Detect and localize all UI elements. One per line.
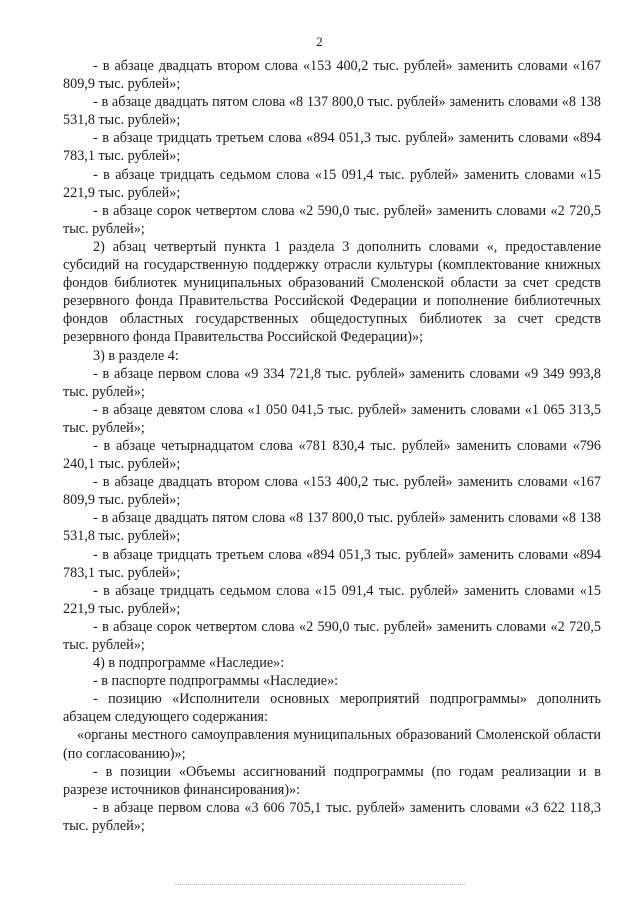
paragraph: - в абзаце четырнадцатом слова «781 830,4 тыс. рублей» заменить словами «796 240,1 тыс. рублей»; xyxy=(63,437,601,473)
paragraph: - в абзаце первом слова «3 606 705,1 тыс. рублей» заменить словами «3 622 118,3 тыс. рублей»; xyxy=(63,799,601,834)
paragraph: - в абзаце первом слова «9 334 721,8 тыс. рублей» заменить словами «9 349 993,8 тыс. рублей»; xyxy=(63,365,601,400)
paragraph: - в абзаце сорок четвертом слова «2 590,0 тыс. рублей» заменить словами «2 720,5 тыс. рублей»; xyxy=(63,618,601,653)
paragraph: - в абзаце двадцать пятом слова «8 137 800,0 тыс. рублей» заменить словами «8 138 531,8 тыс. рублей»; xyxy=(63,510,601,545)
page-number: 2 xyxy=(316,34,323,49)
paragraph: - в паспорте подпрограммы «Наследие»: xyxy=(93,673,339,690)
paragraph: - в абзаце девятом слова «1 050 041,5 тыс. рублей» заменить словами «1 065 313,5 тыс. рублей»; xyxy=(63,401,601,436)
paragraph: - в абзаце тридцать седьмом слова «15 091,4 тыс. рублей» заменить словами «15 221,9 тыс. рублей»; xyxy=(63,582,601,617)
paragraph: - позицию «Исполнители основных мероприятий подпрограммы» дополнить абзацем следующего содержания: xyxy=(63,691,601,726)
paragraph: - в абзаце тридцать третьем слова «894 051,3 тыс. рублей» заменить словами «894 783,1 тыс. рублей»; xyxy=(63,130,601,165)
paragraph: 3) в разделе 4: xyxy=(93,347,179,364)
paragraph: «органы местного самоуправления муниципальных образований Смоленской области (по согласованию)»; xyxy=(63,727,601,762)
paragraph: 4) в подпрограмме «Наследие»: xyxy=(93,655,285,672)
paragraph: - в абзаце тридцать седьмом слова «15 091,4 тыс. рублей» заменить словами «15 221,9 тыс. рублей»; xyxy=(63,166,601,201)
paragraph: - в абзаце тридцать третьем слова «894 051,3 тыс. рублей» заменить словами «894 783,1 тыс. рублей»; xyxy=(63,546,601,581)
paragraph: - в абзаце двадцать пятом слова «8 137 800,0 тыс. рублей» заменить словами «8 138 531,8 тыс. рублей»; xyxy=(63,94,601,129)
scan-edge-mark xyxy=(175,884,465,886)
paragraph: - в абзаце сорок четвертом слова «2 590,0 тыс. рублей» заменить словами «2 720,5 тыс. рублей»; xyxy=(63,202,601,237)
paragraph: - в абзаце двадцать втором слова «153 400,2 тыс. рублей» заменить словами «167 809,9 тыс. рублей»; xyxy=(63,474,601,509)
paragraph: - в позиции «Объемы ассигнований подпрограммы (по годам реализации и в разрезе источников финансирования)»: xyxy=(63,763,601,798)
paragraph: - в абзаце двадцать втором слова «153 400,2 тыс. рублей» заменить словами «167 809,9 тыс. рублей»; xyxy=(63,58,601,93)
paragraph: 2) абзац четвертый пункта 1 раздела 3 дополнить словами «, предоставление субсидий на государственную поддержку отрасли культуры (комплектование книжных фондов библиотек муниципальных образований Смоленской области за счет средств резервного фонда Правительства Российской Федерации и пополнение библиотечных фондов областных государственных общедоступных библиотек за счет средств резервного фонда Правительства Российской Федерации)»; xyxy=(63,238,601,346)
document-body xyxy=(63,57,601,835)
